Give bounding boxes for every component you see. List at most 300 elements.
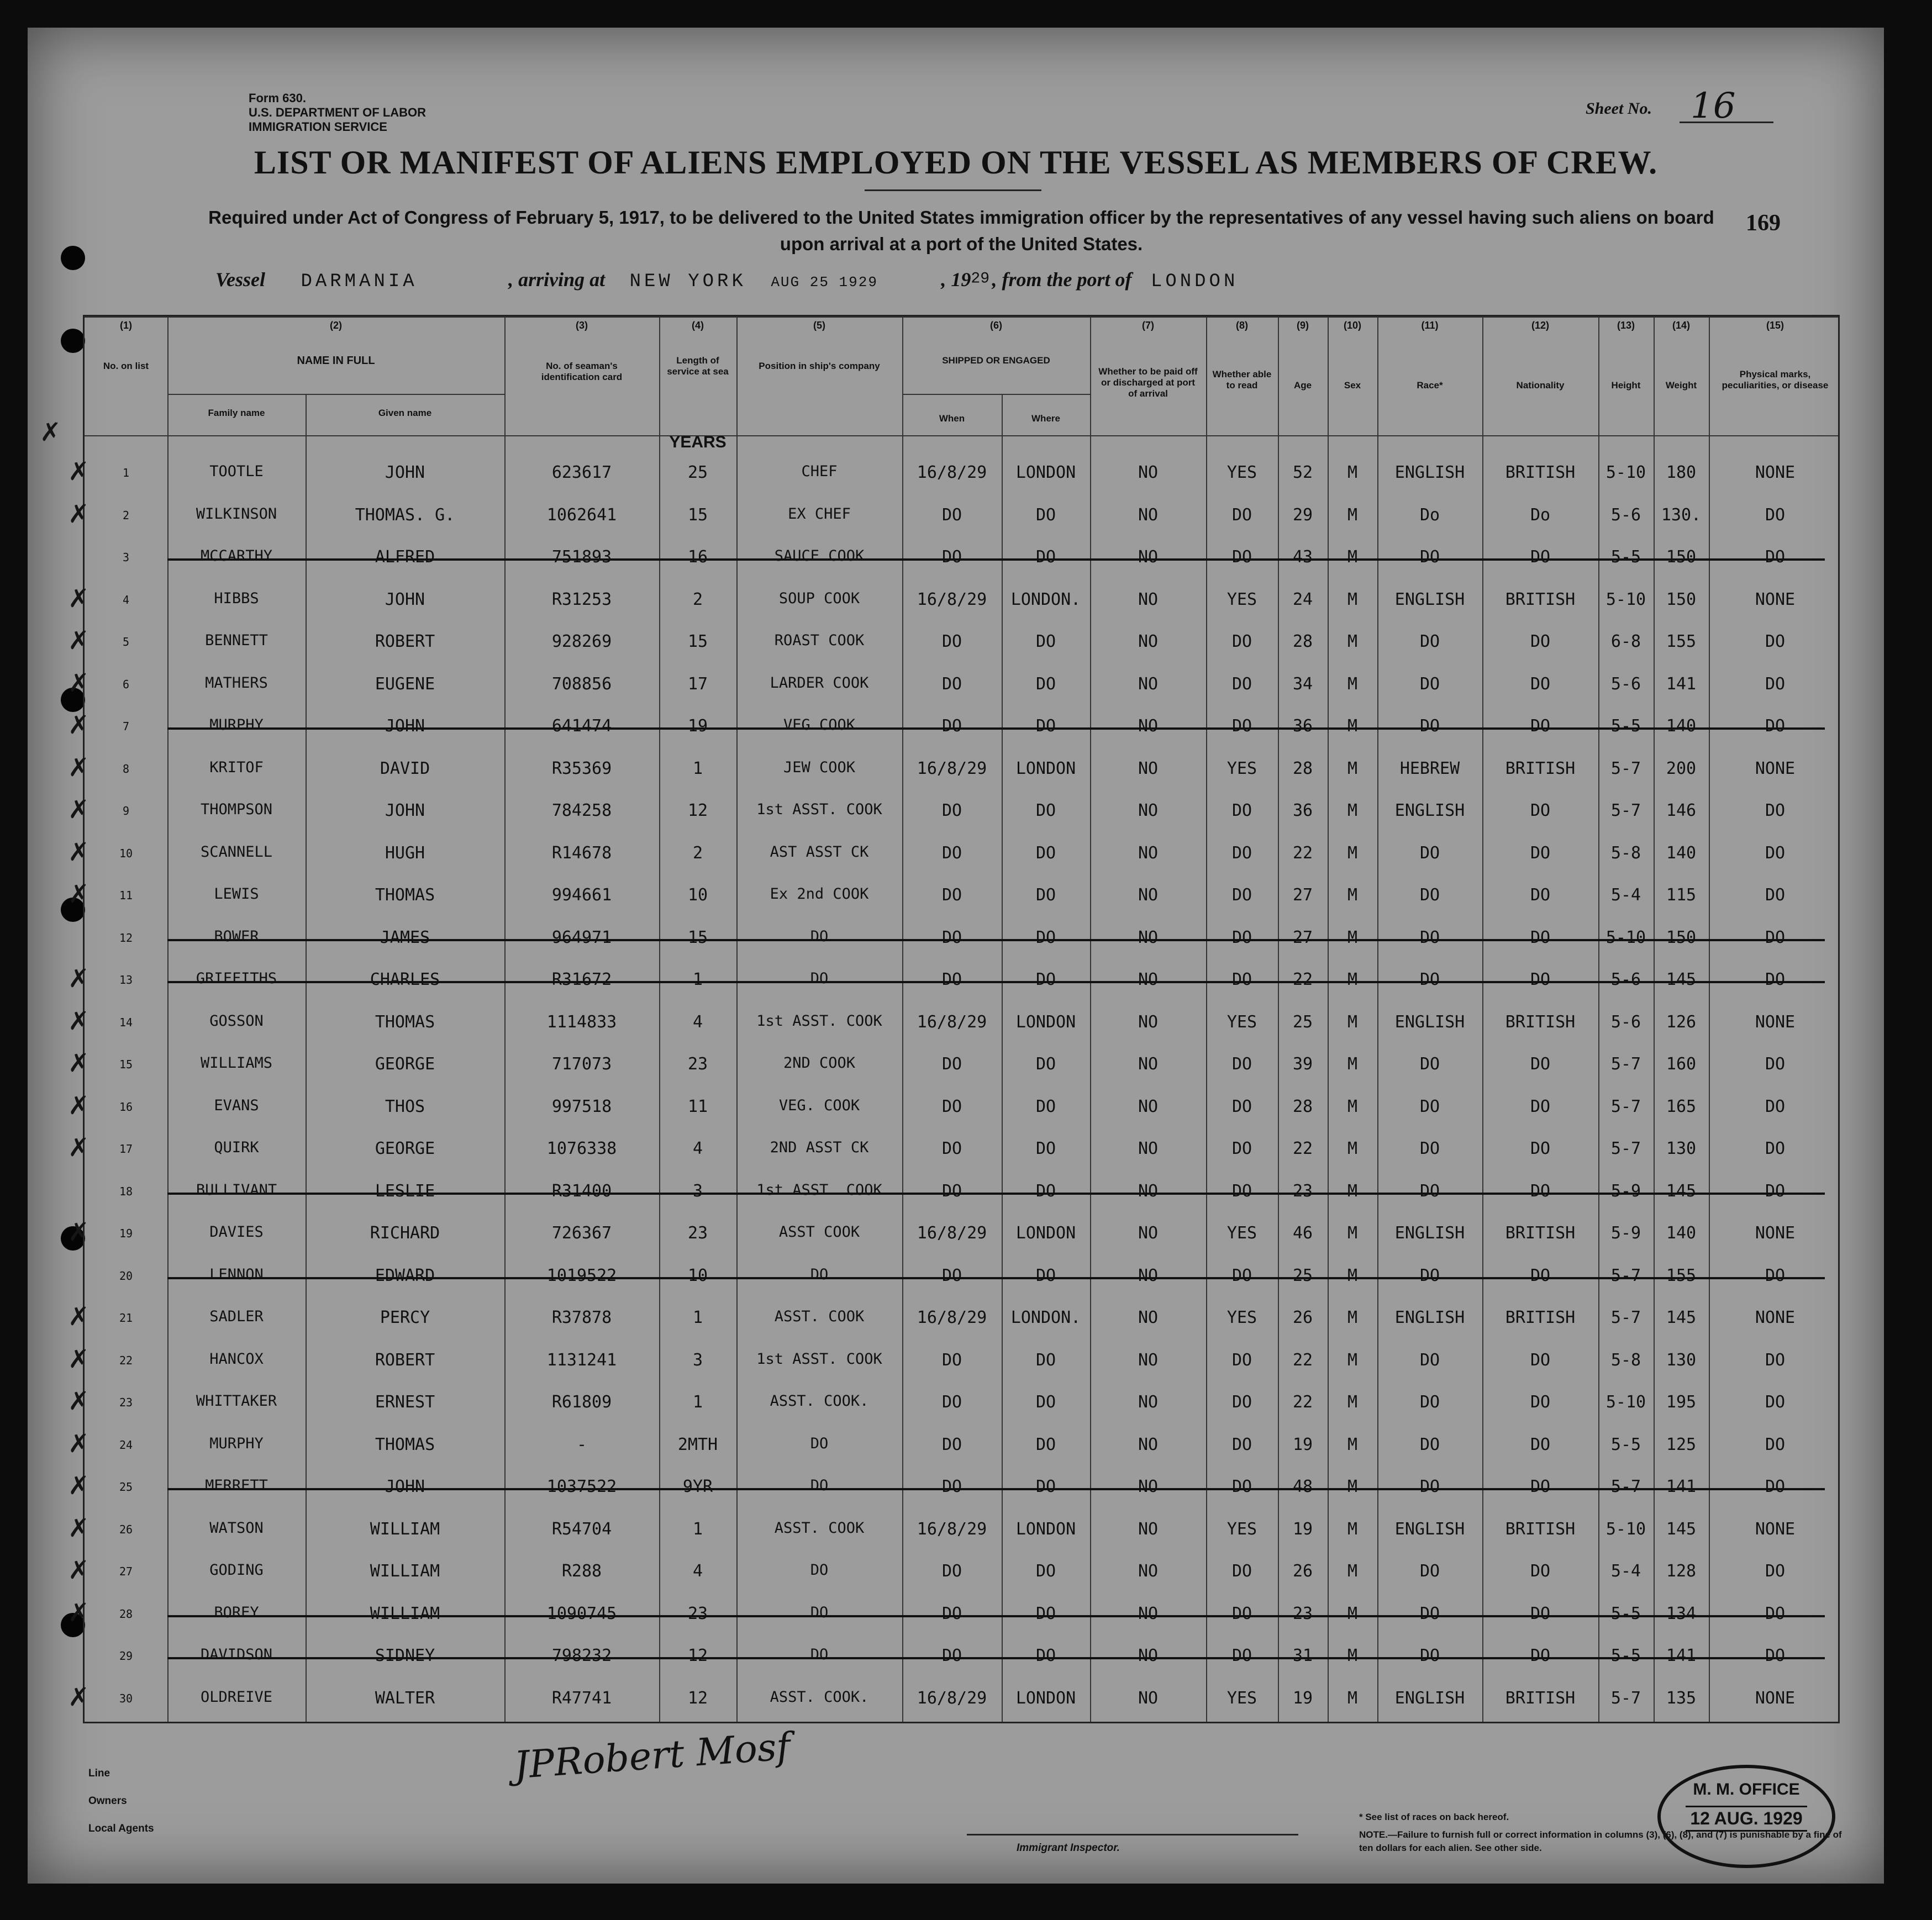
cell-paid: NO xyxy=(1138,885,1159,905)
cell-no: 3 xyxy=(122,551,130,564)
row-check-mark: ✗ xyxy=(68,1090,90,1120)
cell-no: 6 xyxy=(122,677,130,691)
cell-weight: 165 xyxy=(1666,1096,1697,1116)
cell-read: DO xyxy=(1231,927,1252,947)
footer-owners-label: Owners xyxy=(88,1795,127,1807)
cell-no: 8 xyxy=(122,762,130,776)
cell-age: 23 xyxy=(1292,1181,1313,1201)
cell-paid: NO xyxy=(1138,463,1159,482)
cell-no: 2 xyxy=(122,508,130,522)
cell-when: DO xyxy=(941,927,962,947)
header-age: Age xyxy=(1293,380,1312,391)
cell-sex: M xyxy=(1347,632,1358,651)
cell-height: 5-7 xyxy=(1610,1477,1641,1496)
cell-card: 798232 xyxy=(551,1646,612,1665)
penalty-note: NOTE.—Failure to furnish full or correct information in columns (3), (6), (8), and (7) is punishable by a fine of ten dollars for each alien. See other side. xyxy=(1359,1829,1842,1853)
cell-service: 1 xyxy=(692,1519,703,1539)
cell-position: DO xyxy=(810,970,829,987)
cell-nationality: Do xyxy=(1530,505,1551,525)
header-family-name: Family name xyxy=(208,408,265,418)
cell-marks: DO xyxy=(1765,1265,1786,1285)
cell-weight: 146 xyxy=(1666,801,1697,820)
cell-age: 22 xyxy=(1292,970,1313,989)
cell-card: 1062641 xyxy=(546,505,617,525)
cell-family: BULLIVANT xyxy=(196,1181,277,1199)
cell-sex: M xyxy=(1347,1392,1358,1412)
cell-marks: DO xyxy=(1765,1477,1786,1496)
cell-height: 5-9 xyxy=(1610,1181,1641,1201)
race-footnote: * See list of races on back hereof. xyxy=(1359,1812,1509,1822)
cell-when: DO xyxy=(941,1562,962,1581)
cell-paid: NO xyxy=(1138,1096,1159,1116)
row-check-mark: ✗ xyxy=(68,879,90,909)
cell-weight: 141 xyxy=(1666,674,1697,694)
cell-position: LARDER COOK xyxy=(770,674,869,692)
cell-race: ENGLISH xyxy=(1394,1223,1465,1243)
strike-through-line xyxy=(167,1657,1825,1659)
cell-service: 1 xyxy=(692,970,703,989)
cell-nationality: DO xyxy=(1530,885,1551,905)
cell-position: 1st ASST. COOK xyxy=(756,1350,882,1368)
cell-given: THOS xyxy=(385,1096,425,1116)
cell-given: GEORGE xyxy=(375,1139,435,1158)
cell-age: 24 xyxy=(1292,589,1313,609)
cell-when: DO xyxy=(941,885,962,905)
cell-age: 28 xyxy=(1292,632,1313,651)
cell-marks: DO xyxy=(1765,632,1786,651)
cell-service: 2 xyxy=(692,589,703,609)
cell-weight: 150 xyxy=(1666,547,1697,567)
cell-paid: NO xyxy=(1138,801,1159,820)
cell-height: 5-6 xyxy=(1610,1012,1641,1032)
cell-paid: NO xyxy=(1138,1265,1159,1285)
cell-weight: 126 xyxy=(1666,1012,1697,1032)
cell-when: 16/8/29 xyxy=(917,463,987,482)
cell-given: JOHN xyxy=(385,589,425,609)
cell-no: 12 xyxy=(119,931,133,945)
row-check-mark: ✗ xyxy=(68,456,90,486)
cell-height: 5-5 xyxy=(1610,1434,1641,1454)
cell-where: DO xyxy=(1035,1434,1056,1454)
cell-race: DO xyxy=(1419,1054,1440,1074)
row-check-mark: ✗ xyxy=(68,1217,90,1247)
cell-where: DO xyxy=(1035,1646,1056,1665)
header-when: When xyxy=(939,413,965,424)
cell-given: THOMAS xyxy=(375,885,435,905)
strike-through-line xyxy=(167,1193,1825,1195)
cell-weight: 130 xyxy=(1666,1350,1697,1370)
cell-weight: 140 xyxy=(1666,843,1697,863)
cell-service: 16 xyxy=(687,547,708,567)
cell-height: 5-6 xyxy=(1610,505,1641,525)
cell-read: DO xyxy=(1231,674,1252,694)
cell-position: SAUCE COOK xyxy=(774,547,865,565)
cell-read: DO xyxy=(1231,505,1252,525)
cell-family: MURPHY xyxy=(209,1434,264,1452)
cell-when: DO xyxy=(941,1139,962,1158)
cell-card: 784258 xyxy=(551,801,612,820)
cell-race: DO xyxy=(1419,1562,1440,1581)
cell-nationality: BRITISH xyxy=(1505,1519,1576,1539)
cell-nationality: DO xyxy=(1530,632,1551,651)
cell-age: 22 xyxy=(1292,843,1313,863)
cell-position: 1st ASST. COOK xyxy=(756,1012,882,1030)
form-number: Form 630. xyxy=(249,91,306,105)
cell-family: MCCARTHY xyxy=(200,547,273,565)
cell-nationality: DO xyxy=(1530,1265,1551,1285)
cell-sex: M xyxy=(1347,547,1358,567)
header-length-service: Length of service at sea xyxy=(667,355,729,377)
title-rule xyxy=(865,189,1041,191)
year-label: , 19 xyxy=(941,268,971,291)
cell-when: DO xyxy=(941,674,962,694)
cell-given: ERNEST xyxy=(375,1392,435,1412)
cell-no: 23 xyxy=(119,1396,133,1409)
header-given-name: Given name xyxy=(378,408,432,418)
header-id-card: No. of seaman's identification card xyxy=(541,361,623,382)
cell-race: DO xyxy=(1419,927,1440,947)
cell-when: DO xyxy=(941,1350,962,1370)
cell-where: DO xyxy=(1035,801,1056,820)
cell-where: DO xyxy=(1035,1350,1056,1370)
cell-paid: NO xyxy=(1138,843,1159,863)
cell-race: DO xyxy=(1419,1646,1440,1665)
office-stamp xyxy=(1657,1765,1835,1868)
cell-when: DO xyxy=(941,1096,962,1116)
cell-service: 23 xyxy=(687,1054,708,1074)
inspector-signature-line xyxy=(967,1834,1298,1835)
cell-age: 48 xyxy=(1292,1477,1313,1496)
cell-position: AST ASST CK xyxy=(770,843,869,861)
cell-position: DO xyxy=(810,1603,829,1621)
cell-paid: NO xyxy=(1138,1012,1159,1032)
colnum-12: (12) xyxy=(1531,320,1549,331)
cell-when: DO xyxy=(941,801,962,820)
cell-given: THOMAS xyxy=(375,1012,435,1032)
cell-height: 5-10 xyxy=(1605,463,1646,482)
cell-given: JOHN xyxy=(385,1477,425,1496)
cell-family: LEWIS xyxy=(214,885,259,903)
cell-weight: 141 xyxy=(1666,1646,1697,1665)
cell-read: YES xyxy=(1226,758,1257,778)
cell-weight: 135 xyxy=(1666,1688,1697,1708)
cell-nationality: DO xyxy=(1530,1434,1551,1454)
cell-marks: DO xyxy=(1765,1562,1786,1581)
cell-marks: NONE xyxy=(1755,758,1796,778)
cell-paid: NO xyxy=(1138,716,1159,736)
cell-card: R31400 xyxy=(551,1181,612,1201)
cell-race: DO xyxy=(1419,1096,1440,1116)
cell-marks: DO xyxy=(1765,1392,1786,1412)
cell-where: LONDON xyxy=(1015,463,1076,482)
cell-card: R14678 xyxy=(551,843,612,863)
cell-marks: DO xyxy=(1765,885,1786,905)
cell-sex: M xyxy=(1347,589,1358,609)
cell-no: 19 xyxy=(119,1227,133,1240)
cell-position: CHEF xyxy=(801,463,838,480)
cell-read: DO xyxy=(1231,843,1252,863)
cell-weight: 140 xyxy=(1666,1223,1697,1243)
cell-marks: DO xyxy=(1765,843,1786,863)
colnum-5: (5) xyxy=(813,320,825,331)
cell-height: 5-7 xyxy=(1610,1054,1641,1074)
cell-paid: NO xyxy=(1138,632,1159,651)
cell-weight: 145 xyxy=(1666,1308,1697,1327)
cell-service: 1 xyxy=(692,758,703,778)
cell-when: DO xyxy=(941,505,962,525)
cell-sex: M xyxy=(1347,1519,1358,1539)
cell-card: 641474 xyxy=(551,716,612,736)
row-check-mark: ✗ xyxy=(68,752,90,782)
cell-family: MATHERS xyxy=(205,674,268,692)
cell-where: LONDON. xyxy=(1010,589,1081,609)
cell-read: DO xyxy=(1231,632,1252,651)
cell-nationality: DO xyxy=(1530,1562,1551,1581)
cell-race: ENGLISH xyxy=(1394,1519,1465,1539)
cell-where: LONDON xyxy=(1015,758,1076,778)
cell-race: DO xyxy=(1419,843,1440,863)
cell-read: DO xyxy=(1231,1096,1252,1116)
cell-height: 5-4 xyxy=(1610,885,1641,905)
cell-marks: DO xyxy=(1765,1434,1786,1454)
cell-no: 29 xyxy=(119,1649,133,1663)
cell-race: DO xyxy=(1419,885,1440,905)
cell-no: 1 xyxy=(122,466,130,479)
cell-where: DO xyxy=(1035,1181,1056,1201)
cell-service: 3 xyxy=(692,1350,703,1370)
cell-position: ASST. COOK. xyxy=(770,1688,869,1706)
cell-position: 2ND COOK xyxy=(783,1054,856,1072)
cell-position: EX CHEF xyxy=(788,505,851,523)
cell-no: 20 xyxy=(119,1269,133,1283)
cell-read: YES xyxy=(1226,1688,1257,1708)
cell-no: 5 xyxy=(122,635,130,648)
cell-nationality: DO xyxy=(1530,1646,1551,1665)
cell-where: DO xyxy=(1035,1477,1056,1496)
cell-nationality: DO xyxy=(1530,1477,1551,1496)
cell-given: ROBERT xyxy=(375,1350,435,1370)
date-stamp: AUG 25 1929 xyxy=(771,274,878,291)
cell-marks: NONE xyxy=(1755,1688,1796,1708)
department-header xyxy=(249,91,426,134)
year-suffix: 29 xyxy=(971,270,990,288)
cell-read: DO xyxy=(1231,1265,1252,1285)
cell-position: SOUP COOK xyxy=(778,589,860,607)
cell-paid: NO xyxy=(1138,1308,1159,1327)
stamp-office: M. M. OFFICE xyxy=(1693,1780,1800,1798)
row-check-mark: ✗ xyxy=(68,498,90,529)
cell-card: 708856 xyxy=(551,674,612,694)
cell-paid: NO xyxy=(1138,758,1159,778)
cell-nationality: DO xyxy=(1530,1350,1551,1370)
cell-weight: 180 xyxy=(1666,463,1697,482)
cell-paid: NO xyxy=(1138,674,1159,694)
cell-read: YES xyxy=(1226,1223,1257,1243)
cell-read: DO xyxy=(1231,547,1252,567)
row-check-mark: ✗ xyxy=(68,710,90,740)
cell-sex: M xyxy=(1347,716,1358,736)
cell-given: SIDNEY xyxy=(375,1646,435,1665)
cell-family: THOMPSON xyxy=(200,801,273,818)
cell-weight: 141 xyxy=(1666,1477,1697,1496)
row-check-mark: ✗ xyxy=(68,1470,90,1500)
strike-through-line xyxy=(167,727,1825,730)
cell-when: DO xyxy=(941,716,962,736)
cell-position: JEW COOK xyxy=(783,758,856,776)
cell-height: 5-10 xyxy=(1605,1392,1646,1412)
cell-marks: DO xyxy=(1765,1646,1786,1665)
cell-position: 1st ASST. COOK xyxy=(756,1181,882,1199)
cell-read: DO xyxy=(1231,801,1252,820)
colnum-15: (15) xyxy=(1766,320,1784,331)
cell-position: ROAST COOK xyxy=(774,632,865,649)
cell-family: WILKINSON xyxy=(196,505,277,523)
cell-no: 21 xyxy=(119,1311,133,1325)
cell-marks: NONE xyxy=(1755,463,1796,482)
cell-family: DAVIDSON xyxy=(200,1646,273,1663)
cell-marks: NONE xyxy=(1755,589,1796,609)
cell-given: GEORGE xyxy=(375,1054,435,1074)
cell-race: DO xyxy=(1419,1181,1440,1201)
cell-when: 16/8/29 xyxy=(917,1012,987,1032)
cell-card: R288 xyxy=(561,1562,602,1581)
cell-height: 5-6 xyxy=(1610,970,1641,989)
cell-no: 17 xyxy=(119,1142,133,1156)
cell-paid: NO xyxy=(1138,1477,1159,1496)
arriving-port: NEW YORK xyxy=(629,271,746,292)
cell-race: DO xyxy=(1419,632,1440,651)
cell-weight: 155 xyxy=(1666,1265,1697,1285)
cell-age: 29 xyxy=(1292,505,1313,525)
cell-marks: DO xyxy=(1765,1603,1786,1623)
cell-weight: 145 xyxy=(1666,1519,1697,1539)
cell-card: R54704 xyxy=(551,1519,612,1539)
cell-no: 11 xyxy=(119,889,133,902)
cell-race: ENGLISH xyxy=(1394,463,1465,482)
cell-nationality: BRITISH xyxy=(1505,589,1576,609)
colnum-4: (4) xyxy=(692,320,704,331)
cell-sex: M xyxy=(1347,927,1358,947)
cell-paid: NO xyxy=(1138,1688,1159,1708)
header-physical: Physical marks, peculiarities, or disease xyxy=(1722,369,1829,391)
vessel-line xyxy=(215,268,1818,292)
cell-nationality: DO xyxy=(1530,970,1551,989)
cell-paid: NO xyxy=(1138,970,1159,989)
cell-race: ENGLISH xyxy=(1394,1688,1465,1708)
header-weight: Weight xyxy=(1665,380,1697,391)
cell-position: ASST. COOK. xyxy=(770,1392,869,1410)
cell-position: VEG. COOK xyxy=(778,1096,860,1114)
cell-position: DO xyxy=(810,1562,829,1579)
cell-when: 16/8/29 xyxy=(917,589,987,609)
cell-no: 30 xyxy=(119,1691,133,1705)
cell-when: DO xyxy=(941,1181,962,1201)
cell-where: DO xyxy=(1035,1392,1056,1412)
stamp-date: 12 AUG. 1929 xyxy=(1686,1806,1807,1832)
sheet-no-label: Sheet No. xyxy=(1586,99,1652,118)
cell-race: ENGLISH xyxy=(1394,801,1465,820)
cell-given: EUGENE xyxy=(375,674,435,694)
row-check-mark: ✗ xyxy=(68,836,90,867)
row-check-mark: ✗ xyxy=(68,1681,90,1712)
cell-given: PERCY xyxy=(380,1308,430,1327)
cell-service: 15 xyxy=(687,927,708,947)
cell-card: 717073 xyxy=(551,1054,612,1074)
cell-read: DO xyxy=(1231,1562,1252,1581)
cell-nationality: DO xyxy=(1530,1139,1551,1158)
cell-card: R47741 xyxy=(551,1688,612,1708)
cell-service: 4 xyxy=(692,1012,703,1032)
cell-family: TOOTLE xyxy=(209,463,264,480)
cell-height: 5-4 xyxy=(1610,1562,1641,1581)
cell-family: WHITTAKER xyxy=(196,1392,277,1410)
cell-where: LONDON xyxy=(1015,1519,1076,1539)
cell-read: YES xyxy=(1226,589,1257,609)
cell-race: DO xyxy=(1419,716,1440,736)
punch-hole xyxy=(61,246,85,270)
cell-card: 997518 xyxy=(551,1096,612,1116)
cell-race: DO xyxy=(1419,547,1440,567)
cell-height: 5-5 xyxy=(1610,716,1641,736)
cell-family: GRIFFITHS xyxy=(196,970,277,987)
header-rule xyxy=(167,394,504,395)
cell-marks: DO xyxy=(1765,1096,1786,1116)
cell-race: ENGLISH xyxy=(1394,1012,1465,1032)
strike-through-line xyxy=(167,939,1825,941)
cell-age: 22 xyxy=(1292,1139,1313,1158)
cell-nationality: DO xyxy=(1530,716,1551,736)
cell-position: 1st ASST. COOK xyxy=(756,801,882,818)
cell-paid: NO xyxy=(1138,1350,1159,1370)
cell-where: LONDON xyxy=(1015,1012,1076,1032)
cell-age: 34 xyxy=(1292,674,1313,694)
cell-sex: M xyxy=(1347,758,1358,778)
header-nationality: Nationality xyxy=(1516,380,1565,391)
row-check-mark: ✗ xyxy=(68,667,90,698)
cell-weight: 200 xyxy=(1666,758,1697,778)
cell-service: 15 xyxy=(687,505,708,525)
cell-service: 12 xyxy=(687,1646,708,1665)
cell-sex: M xyxy=(1347,1181,1358,1201)
cell-paid: NO xyxy=(1138,1181,1159,1201)
cell-family: GODING xyxy=(209,1562,264,1579)
cell-paid: NO xyxy=(1138,1519,1159,1539)
cell-given: WALTER xyxy=(375,1688,435,1708)
cell-service: 10 xyxy=(687,885,708,905)
cell-read: YES xyxy=(1226,1308,1257,1327)
cell-age: 25 xyxy=(1292,1265,1313,1285)
cell-family: OLDREIVE xyxy=(200,1688,273,1706)
cell-service: 12 xyxy=(687,1688,708,1708)
strike-through-line xyxy=(167,981,1825,983)
cell-sex: M xyxy=(1347,801,1358,820)
cell-no: 14 xyxy=(119,1015,133,1029)
cell-sex: M xyxy=(1347,1265,1358,1285)
cell-race: DO xyxy=(1419,1477,1440,1496)
cell-no: 18 xyxy=(119,1184,133,1198)
cell-where: DO xyxy=(1035,674,1056,694)
cell-paid: NO xyxy=(1138,589,1159,609)
header-position: Position in ship's company xyxy=(759,361,880,371)
strike-through-line xyxy=(167,1277,1825,1279)
cell-nationality: DO xyxy=(1530,801,1551,820)
cell-card: R61809 xyxy=(551,1392,612,1412)
cell-where: DO xyxy=(1035,632,1056,651)
cell-family: LENNON xyxy=(209,1265,264,1283)
header-name-in-full: NAME IN FULL xyxy=(297,355,375,367)
cell-sex: M xyxy=(1347,674,1358,694)
cell-age: 25 xyxy=(1292,1012,1313,1032)
